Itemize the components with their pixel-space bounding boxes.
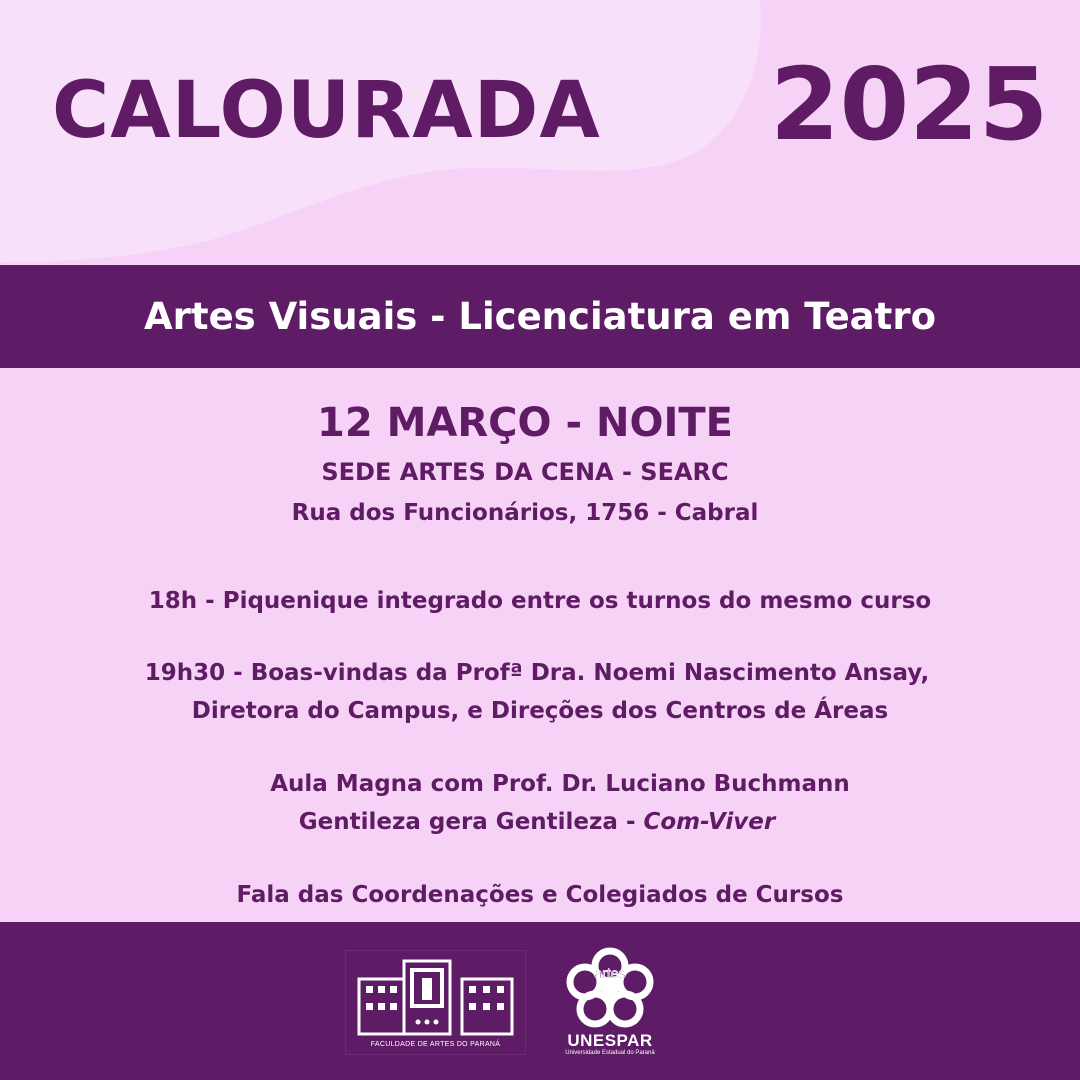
event-title: CALOURADA <box>52 66 601 156</box>
event-address: Rua dos Funcionários, 1756 - Cabral <box>291 500 759 526</box>
artes-mark-text: artes <box>594 965 626 981</box>
schedule-item-coordination-talk: Fala das Coordenações e Colegiados de Cursos <box>236 882 844 908</box>
schedule-item-picnic: 18h - Piquenique integrado entre os turnos do mesmo curso <box>148 588 932 614</box>
course-subtitle: Artes Visuais - Licenciatura em Teatro <box>144 295 936 338</box>
event-date: 12 MARÇO - NOITE <box>317 400 733 446</box>
footer-bar <box>0 922 1080 1080</box>
fap-logo-label: FACULDADE DE ARTES DO PARANÁ <box>370 1041 501 1048</box>
lecture-title-text: Gentileza gera Gentileza - <box>298 809 644 835</box>
schedule-item-lecture-line1: Aula Magna com Prof. Dr. Luciano Buchmann <box>270 771 850 797</box>
fap-buildings-icon <box>346 951 525 1054</box>
subtitle-banner <box>0 265 1080 368</box>
unespar-name: UNESPAR <box>567 1031 653 1050</box>
schedule-item-welcome-line1: 19h30 - Boas-vindas da Profª Dra. Noemi Nascimento Ansay, <box>144 660 930 686</box>
event-year: 2025 <box>770 46 1049 163</box>
unespar-subtitle: Universidade Estadual do Paraná <box>565 1050 655 1056</box>
fap-logo <box>345 950 526 1055</box>
unespar-emblem-icon <box>555 944 665 1032</box>
unespar-logo <box>555 944 665 1059</box>
event-venue: SEDE ARTES DA CENA - SEARC <box>321 458 729 486</box>
schedule-item-welcome-line2: Diretora do Campus, e Direções dos Centros de Áreas <box>191 698 889 724</box>
lecture-title-italic: Com-Viver <box>643 809 776 835</box>
schedule-item-lecture-line2 <box>0 809 1077 835</box>
